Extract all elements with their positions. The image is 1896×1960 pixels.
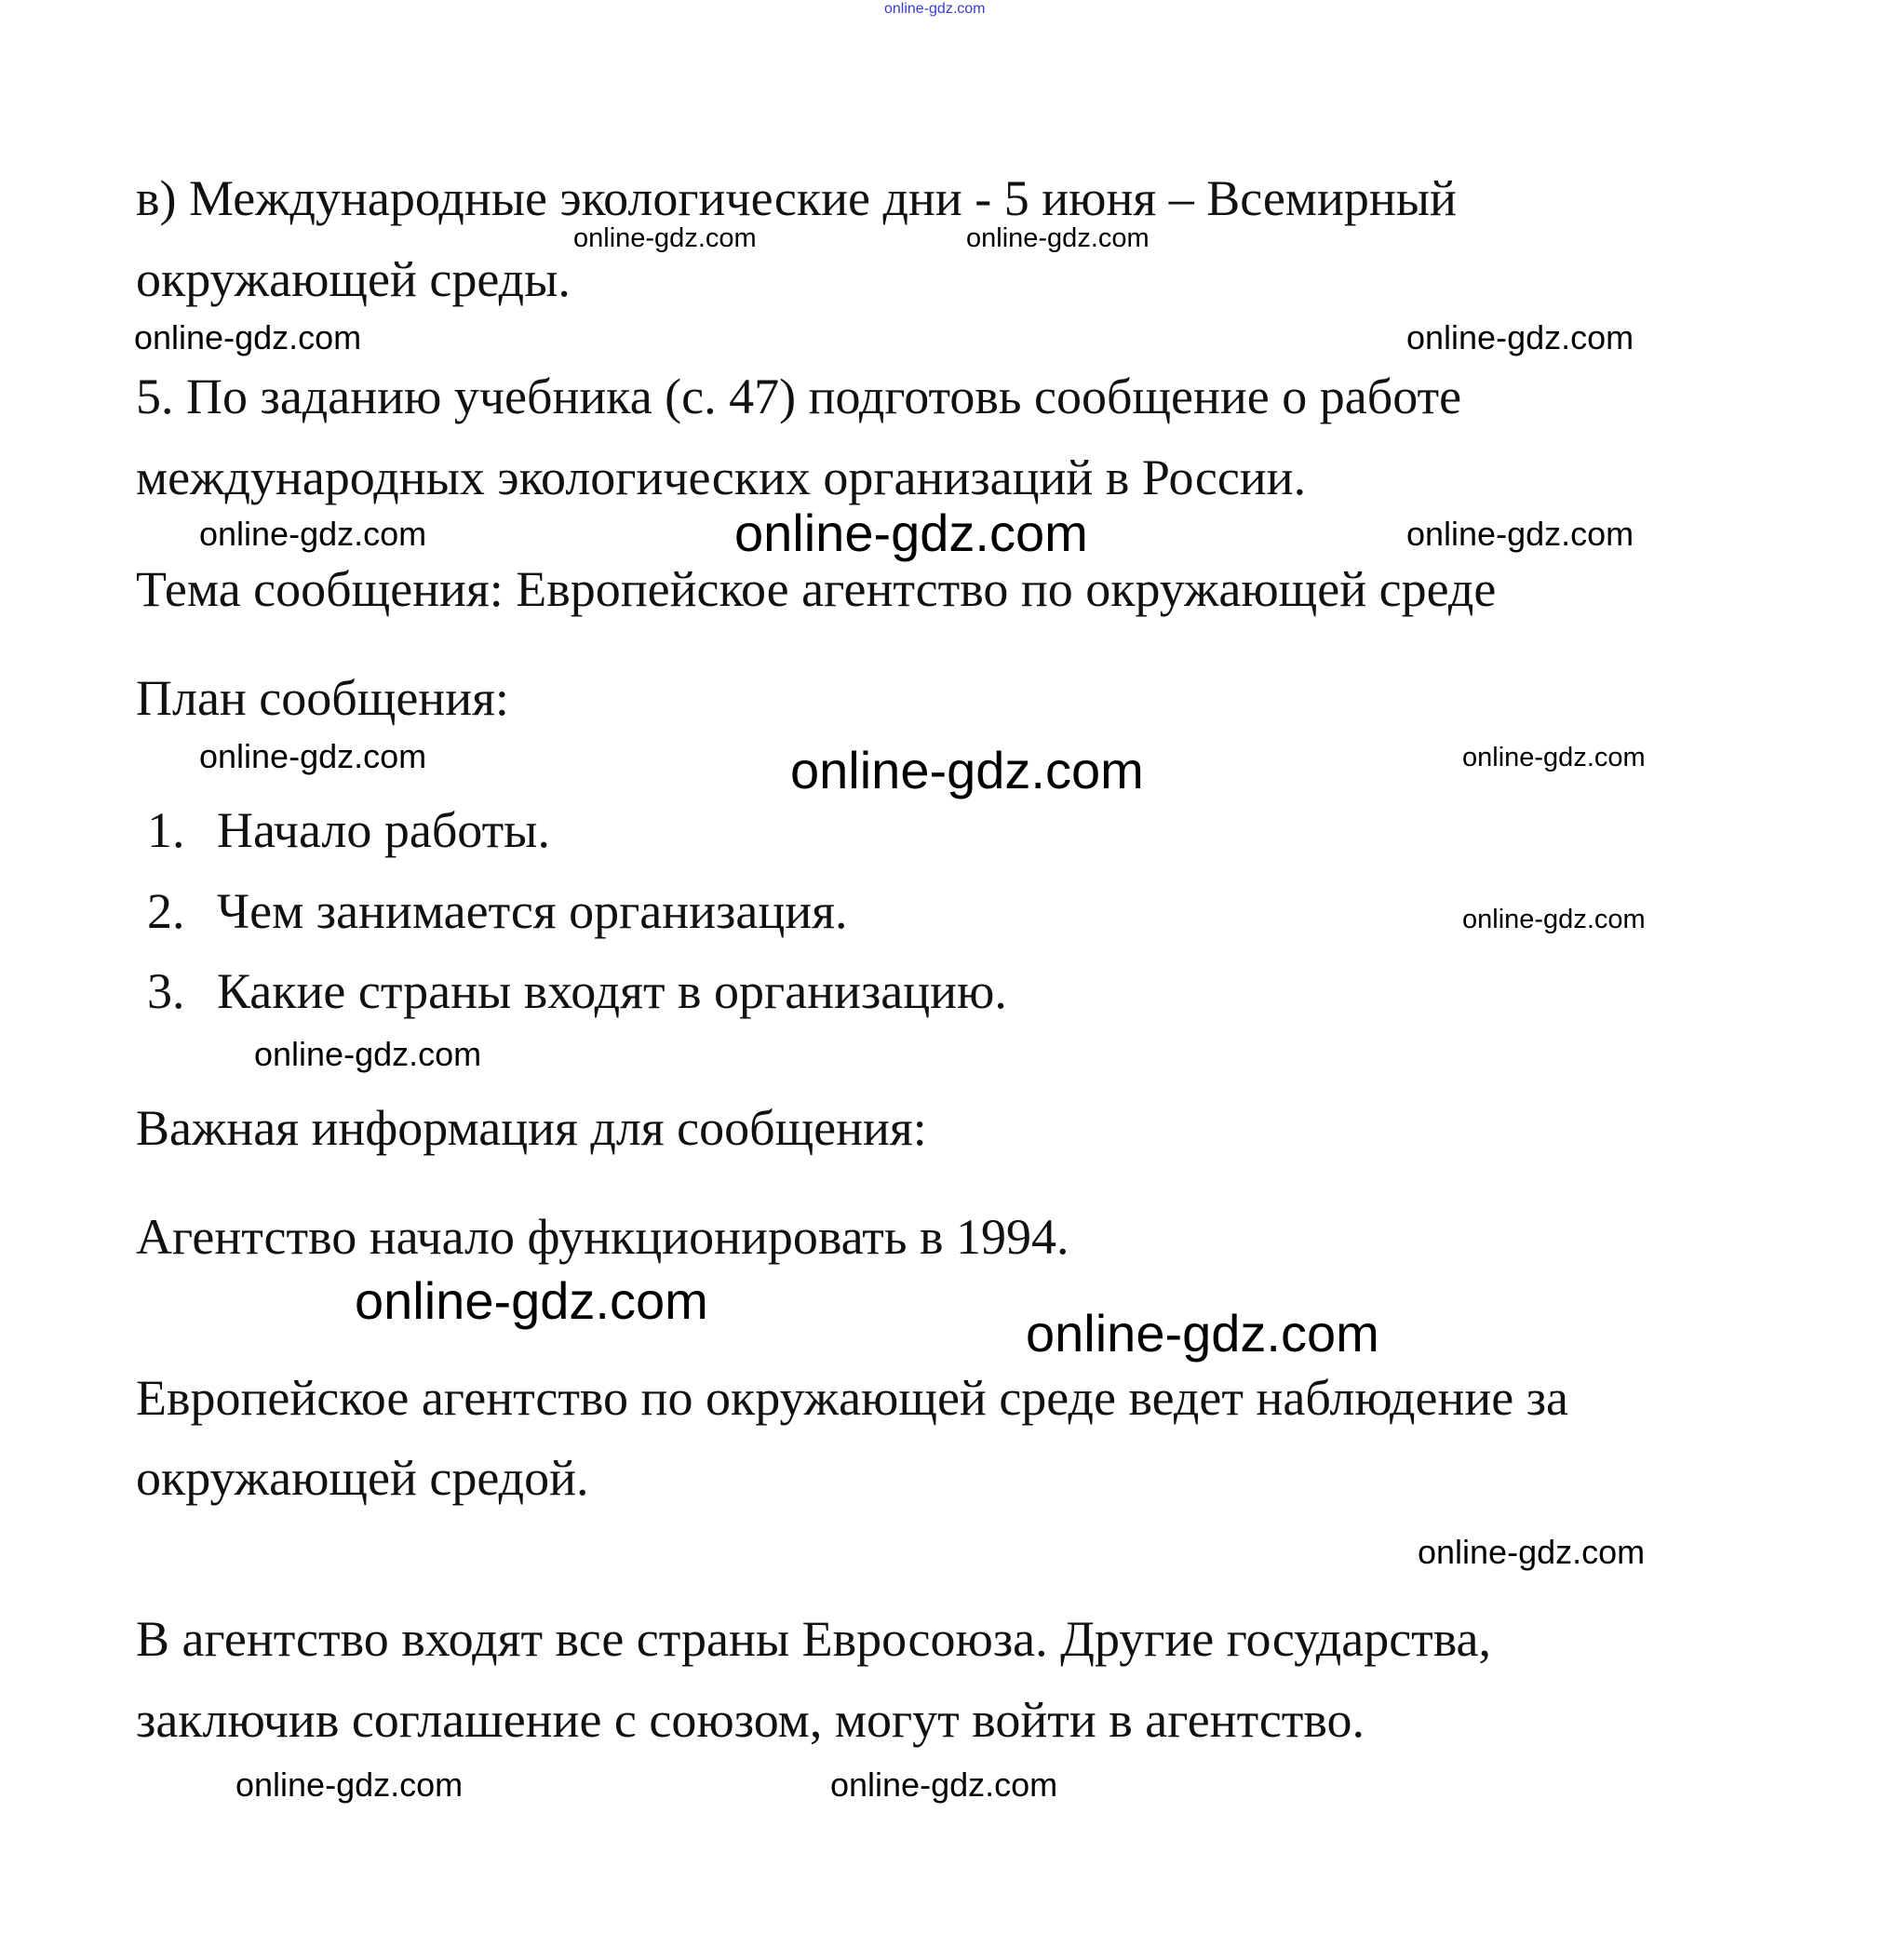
plan-item: Какие страны входят в организацию. [217,963,1007,1019]
watermark: online-gdz.com [134,318,362,356]
watermark: online-gdz.com [573,223,757,253]
watermark: online-gdz.com [830,1765,1058,1804]
plan-heading: План сообщения: [136,670,509,726]
watermark: online-gdz.com [1418,1533,1646,1571]
plan-item-number: 1. [147,802,185,858]
watermark: online-gdz.com [355,1271,708,1330]
watermark: online-gdz.com [1462,905,1646,934]
plan-item: Начало работы. [217,802,550,858]
text-line: Европейское агентство по окружающей среде ведет наблюдение за [136,1370,1569,1426]
watermark: online-gdz.com [734,503,1088,562]
info-heading: Важная информация для сообщения: [136,1100,927,1156]
plan-item-number: 3. [147,963,185,1019]
watermark: online-gdz.com [254,1035,482,1073]
message-topic: Тема сообщения: Европейское агентство по окружающей среде [136,561,1497,617]
text-line: окружающей средой. [136,1450,589,1506]
watermark: online-gdz.com [1026,1304,1379,1363]
watermark: online-gdz.com [199,737,427,775]
watermark: online-gdz.com [966,223,1150,253]
task-heading: международных экологических организаций в России. [136,450,1307,505]
plan-item-number: 2. [147,883,185,939]
watermark: online-gdz.com [790,741,1144,799]
watermark: online-gdz.com [1406,318,1634,356]
text-line: окружающей среды. [136,251,571,307]
watermark: online-gdz.com [1462,743,1646,772]
text-line: В агентство входят все страны Евросоюза. Другие государства, [136,1611,1492,1667]
header-watermark: online-gdz.com [884,1,986,17]
text-line: Агентство начало функционировать в 1994. [136,1209,1069,1265]
plan-item: Чем занимается организация. [217,883,848,939]
watermark: online-gdz.com [199,515,427,553]
text-line: в) Международные экологические дни - 5 июня – Всемирный [136,170,1457,226]
watermark: online-gdz.com [1406,515,1634,553]
text-line: заключив соглашение с союзом, могут войти в агентство. [136,1692,1365,1748]
task-heading: 5. По заданию учебника (с. 47) подготовь сообщение о работе [136,369,1462,424]
watermark: online-gdz.com [235,1765,464,1804]
